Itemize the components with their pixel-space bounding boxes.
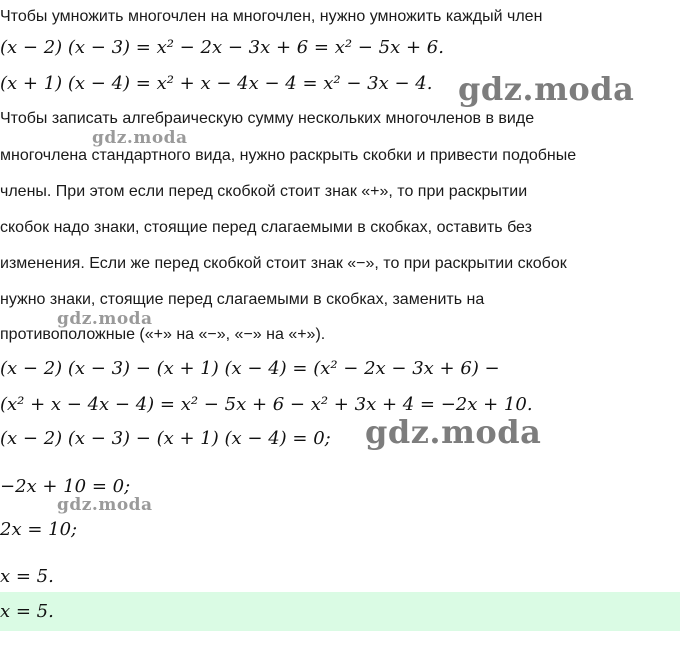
watermark: gdz.moda xyxy=(92,128,188,148)
rule-line-2: многочлена стандартного вида, нужно раскрыть скобки и привести подобные xyxy=(0,147,577,164)
watermark: gdz.moda xyxy=(57,309,153,329)
watermark: gdz.moda xyxy=(458,70,635,108)
watermark: gdz.moda xyxy=(365,413,542,451)
rule-line-5: изменения. Если же перед скобкой стоит знак «−», то при раскрытии скобок xyxy=(0,255,567,272)
expansion-line-2: (x² + x − 4x − 4) = x² − 5x + 6 − x² + 3x + 4 = −2x + 10. xyxy=(0,394,533,415)
expansion-line-1: (x − 2) (x − 3) − (x + 1) (x − 4) = (x² − 2x − 3x + 6) − xyxy=(0,358,500,379)
watermark: gdz.moda xyxy=(57,495,153,515)
intro-text: Чтобы умножить многочлен на многочлен, нужно умножить каждый член xyxy=(0,8,543,25)
rule-line-6: нужно знаки, стоящие перед слагаемыми в скобках, заменить на xyxy=(0,291,485,308)
step-3: x = 5. xyxy=(0,566,54,587)
step-2: 2x = 10; xyxy=(0,519,78,540)
rule-line-1: Чтобы записать алгебраическую сумму нескольких многочленов в виде xyxy=(0,110,535,127)
rule-line-3: члены. При этом если перед скобкой стоит знак «+», то при раскрытии xyxy=(0,183,528,200)
answer: x = 5. xyxy=(0,601,54,622)
product-1: (x − 2) (x − 3) = x² − 2x − 3x + 6 = x² − 5x + 6. xyxy=(0,37,444,58)
equation: (x − 2) (x − 3) − (x + 1) (x − 4) = 0; xyxy=(0,428,331,449)
step-1: −2x + 10 = 0; xyxy=(0,476,131,497)
product-2: (x + 1) (x − 4) = x² + x − 4x − 4 = x² − 3x − 4. xyxy=(0,73,433,94)
rule-line-7: противоположные («+» на «−», «−» на «+»). xyxy=(0,326,326,343)
answer-highlight xyxy=(0,592,680,631)
rule-line-4: скобок надо знаки, стоящие перед слагаемыми в скобках, оставить без xyxy=(0,219,532,236)
